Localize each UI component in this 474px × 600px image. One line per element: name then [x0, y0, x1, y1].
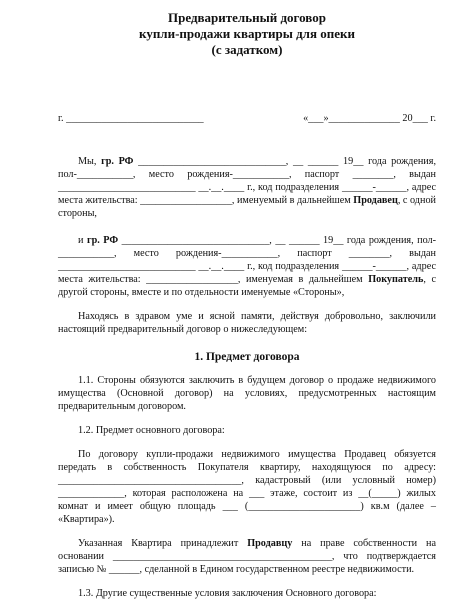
party-buyer-paragraph — [58, 234, 436, 299]
party-seller-paragraph — [58, 155, 436, 220]
party2-start: и — [78, 235, 87, 246]
spacer — [58, 220, 436, 234]
spacer — [58, 437, 436, 448]
owner-role: Продавцу — [247, 538, 293, 549]
title-line-2: купли-продажи квартиры для опеки — [139, 26, 355, 41]
title-line-3: (с задатком) — [211, 42, 283, 57]
party1-end: , с одной стороны, — [58, 195, 436, 219]
place-date-row — [58, 112, 436, 125]
seller-role: Продавец — [353, 195, 398, 206]
party2-rest: _____________________________, __ ______ 19__ года рождения, пол-___________, место рождения-___________, паспорт ________, выдан ___________________________ __.__.____ г., код подразделения ______-______, адрес места жительства: __________________, именуемая в дальнейшем — [58, 235, 437, 285]
place-field: г. ___________________________ — [58, 113, 204, 124]
spacer — [58, 526, 436, 537]
section-1-title: 1. Предмет договора — [194, 351, 300, 363]
title-line-1: Предварительный договор — [168, 10, 326, 25]
clause-1-1: 1.1. Стороны обязуются заключить в будущем договор о продаже недвижимого имущества (Основной договор) на условиях, предусмотренных настоящим предварительным договором. — [58, 375, 436, 412]
party1-start: Мы, — [78, 156, 102, 167]
spacer — [58, 413, 436, 424]
party1-rf: гр. РФ — [101, 156, 134, 167]
buyer-role: Покупатель — [368, 274, 424, 285]
party1-rest: _____________________________, __ ______ 19__ года рождения, пол-___________, место рождения-___________, паспорт ________, выдан ___________________________ __.__.____ г., код подразделения ______-______, адрес места жительства: __________________, именуемый в дальнейшем — [58, 156, 436, 206]
owner-paragraph — [58, 537, 436, 576]
owner-start: Указанная Квартира принадлежит — [78, 538, 248, 549]
intro-paragraph: Находясь в здравом уме и ясной памяти, действуя добровольно, заключили настоящий предварительный договор о нижеследующем: — [58, 311, 436, 335]
owner-end: на праве собственности на основании ___________________________________________, что подтверждается записью № ______, сделанной в Едином государственном реестре недвижимости. — [58, 538, 436, 575]
clause-1-3: 1.3. Другие существенные условия заключения Основного договора: — [78, 588, 377, 599]
spacer — [58, 299, 436, 310]
party2-rf: гр. РФ — [86, 235, 119, 246]
party2-end: , с другой стороны, вместе и по отдельности именуемые «Стороны», — [58, 274, 436, 298]
document-title-block — [58, 10, 436, 58]
clause-1-2: 1.2. Предмет основного договора: — [78, 425, 225, 436]
spacer — [58, 576, 436, 587]
clause-1-2-text: По договору купли-продажи недвижимого имущества Продавец обязуется передать в собственность Покупателя квартиру, находящуюся по адресу: ____________________________________, кадастровый (или условный номер) _____________, которая расположена на ___ этаже, состоит из __(_____) жилых комнат и имеет общую площадь ___ (______________________) кв.м (далее – «Квартира»). — [58, 449, 436, 525]
date-field: «___»______________ 20___ г. — [303, 113, 436, 124]
